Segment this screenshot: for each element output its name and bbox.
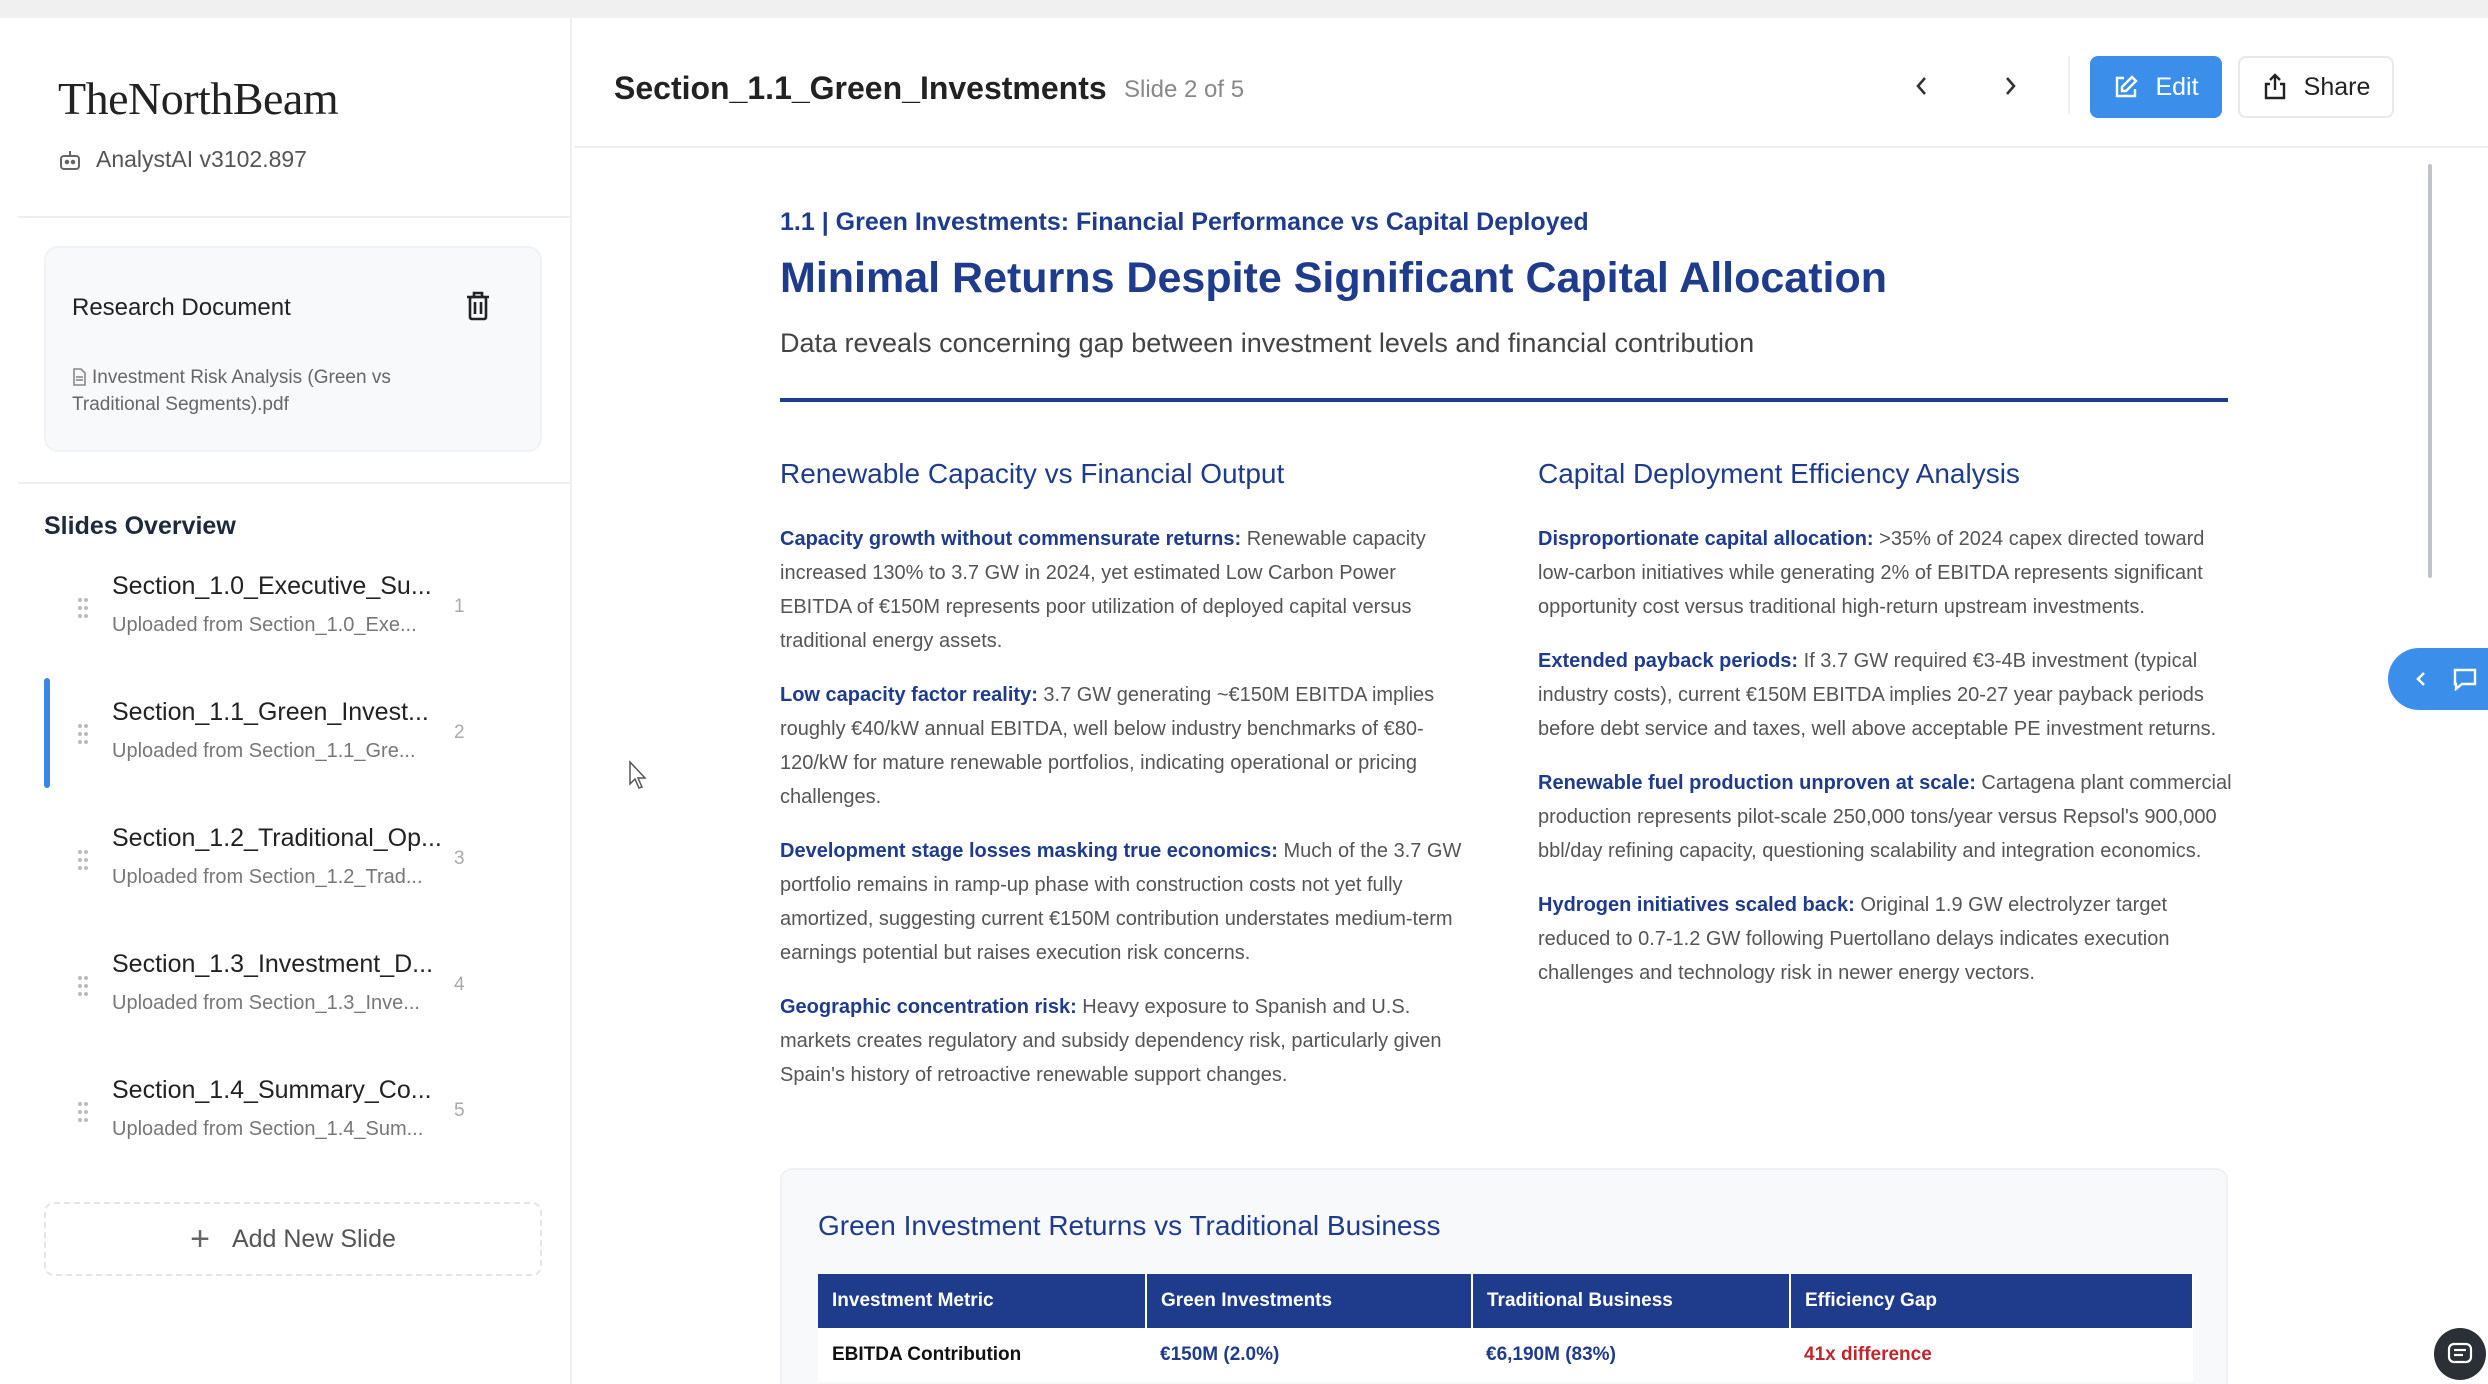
point-lead: Renewable fuel production unproven at scale: (1538, 772, 1976, 794)
slide-list-item[interactable] (44, 1056, 542, 1166)
chevron-left-icon (2414, 670, 2428, 688)
file-icon (72, 368, 86, 386)
analysis-point (1538, 766, 2238, 868)
slide-subheading: Data reveals concerning gap between investment levels and financial contribution (780, 328, 1755, 358)
add-new-slide-label: Add New Slide (231, 1224, 396, 1253)
research-document-title: Research Document (72, 294, 291, 321)
point-lead: Disproportionate capital allocation: (1538, 528, 1874, 550)
slide-preview (574, 150, 2434, 1384)
slide-heading: Minimal Returns Despite Significant Capital Allocation (780, 254, 1887, 302)
analysis-point (780, 834, 1470, 970)
chat-icon (2445, 1339, 2475, 1369)
research-document-card (44, 246, 542, 452)
table-title: Green Investment Returns vs Traditional Business (818, 1210, 1441, 1241)
share-label: Share (2303, 72, 2371, 101)
column-heading: Renewable Capacity vs Financial Output (780, 458, 1285, 489)
share-icon (2262, 73, 2288, 101)
slide-list-item[interactable] (44, 930, 542, 1040)
analysis-point (780, 990, 1470, 1092)
chevron-left-icon (1912, 75, 1932, 97)
capital-efficiency-column (1538, 458, 2238, 1010)
column-header: Traditional Business (1472, 1274, 1790, 1328)
slide-subtitle: Uploaded from Section_1.3_Inve... (112, 992, 420, 1014)
column-header: Green Investments (1146, 1274, 1472, 1328)
point-text: Heavy exposure to Spanish and U.S. markets creates regulatory and subsidy dependency risk, particularly given Spain's history of retroactive renewable support changes. (780, 996, 1442, 1086)
brand-logo: TheNorthBeam (58, 73, 339, 124)
robot-icon (58, 149, 82, 171)
slides-overview-heading: Slides Overview (44, 512, 236, 540)
document-file[interactable] (72, 364, 462, 418)
slide-subtitle: Uploaded from Section_1.4_Sum... (112, 1118, 424, 1140)
slide-subtitle: Uploaded from Section_1.2_Trad... (112, 866, 423, 888)
comment-icon (2452, 667, 2478, 691)
divider (18, 216, 570, 218)
plus-icon: + (190, 1220, 210, 1258)
slide-number: 2 (454, 722, 465, 743)
document-filename: Investment Risk Analysis (Green vs Traditional Segments).pdf (72, 367, 391, 415)
slide-number: 3 (454, 848, 465, 869)
capacity-vs-output-column (780, 458, 1470, 1112)
slide-kicker: 1.1 | Green Investments: Financial Performance vs Capital Deployed (780, 208, 1589, 236)
slide-title: Section_1.2_Traditional_Op... (112, 824, 442, 852)
analysis-point (1538, 522, 2238, 624)
slide-header (574, 18, 2488, 148)
point-text: Cartagena plant commercial production represents pilot-scale 250,000 tons/year versus Repsol's 900,000 bbl/day refining capacity, questioning scalability and integration economics. (1538, 772, 2232, 862)
column-header: Efficiency Gap (1790, 1274, 2193, 1328)
slide-subtitle: Uploaded from Section_1.0_Exe... (112, 614, 417, 636)
slide-file-title: Section_1.1_Green_Investments (614, 70, 1107, 106)
point-text: Renewable capacity increased 130% to 3.7 GW in 2024, yet estimated Low Carbon Power EBITDA of €150M represents poor utilization of deployed capital versus traditional energy assets. (780, 528, 1426, 652)
table-cell: €6,190M (83%) (1472, 1328, 1790, 1382)
heading-rule (780, 398, 2228, 402)
point-lead: Capacity growth without commensurate returns: (780, 528, 1242, 550)
point-text: 3.7 GW generating ~€150M EBITDA implies roughly €40/kW annual EBITDA, well below industry benchmarks of €80-120/kW for mature renewable portfolios, indicating operational or pricing challenges. (780, 684, 1435, 808)
analysis-point (780, 678, 1470, 814)
point-text: Much of the 3.7 GW portfolio remains in ramp-up phase with construction costs not yet fully amortized, suggesting current €150M contribution understates medium-term earnings potential but raises execution risk concerns. (780, 840, 1462, 964)
slide-subtitle: Uploaded from Section_1.1_Gre... (112, 740, 416, 762)
app-version (58, 146, 307, 173)
divider (18, 482, 570, 484)
previous-slide-button[interactable] (1900, 64, 1944, 108)
version-label: AnalystAI v3102.897 (96, 146, 307, 172)
assistant-float-button[interactable] (2434, 1328, 2486, 1380)
point-text: Original 1.9 GW electrolyzer target reduced to 0.7-1.2 GW following Puertollano delays indicates execution challenges and technology risk in newer energy vectors. (1538, 894, 2170, 984)
edit-label: Edit (2155, 72, 2199, 101)
chevron-right-icon (2000, 75, 2020, 97)
slide-indicator: Slide 2 of 5 (1124, 76, 1245, 103)
point-text: >35% of 2024 capex directed toward low-carbon initiatives while generating 2% of EBITDA represents significant opportunity cost versus traditional high-return upstream investments. (1538, 528, 2205, 618)
table-cell: EBITDA Contribution (818, 1328, 1146, 1382)
point-lead: Development stage losses masking true economics: (780, 840, 1278, 862)
point-lead: Extended payback periods: (1538, 650, 1799, 672)
comments-panel-toggle[interactable] (2388, 648, 2488, 710)
header-separator (2068, 56, 2070, 114)
drag-handle-icon[interactable] (76, 722, 90, 746)
column-heading: Capital Deployment Efficiency Analysis (1538, 458, 2020, 489)
mouse-cursor-icon (628, 760, 648, 790)
slide-list-item[interactable] (44, 552, 542, 662)
slide-number: 1 (454, 596, 465, 617)
point-lead: Low capacity factor reality: (780, 684, 1038, 706)
table-row (818, 1328, 2193, 1382)
edit-icon (2113, 74, 2139, 100)
point-lead: Geographic concentration risk: (780, 996, 1077, 1018)
add-new-slide-button[interactable] (44, 1202, 542, 1276)
scrollbar[interactable] (2428, 164, 2432, 578)
next-slide-button[interactable] (1988, 64, 2032, 108)
slide-list-item-active[interactable] (44, 678, 542, 788)
sidebar (0, 18, 572, 1384)
slide-number: 5 (454, 1100, 465, 1121)
returns-table (818, 1274, 2194, 1382)
slide-title: Section_1.0_Executive_Su... (112, 572, 432, 600)
table-cell: 41x difference (1790, 1328, 2193, 1382)
edit-button[interactable] (2090, 56, 2222, 118)
drag-handle-icon[interactable] (76, 1100, 90, 1124)
point-text: If 3.7 GW required €3-4B investment (typical industry costs), current €150M EBITDA implies 20-27 year payback periods before debt service and taxes, well above acceptable PE investment returns. (1538, 650, 2217, 740)
slide-title: Section_1.1_Green_Invest... (112, 698, 429, 726)
slide-title: Section_1.4_Summary_Co... (112, 1076, 432, 1104)
table-cell: €150M (2.0%) (1146, 1328, 1472, 1382)
column-header: Investment Metric (818, 1274, 1146, 1328)
slide-number: 4 (454, 974, 465, 995)
window-top-strip (0, 0, 2488, 18)
slide-list-item[interactable] (44, 804, 542, 914)
drag-handle-icon[interactable] (76, 596, 90, 620)
point-lead: Hydrogen initiatives scaled back: (1538, 894, 1855, 916)
drag-handle-icon[interactable] (76, 974, 90, 998)
trash-icon[interactable] (464, 290, 492, 322)
analysis-point (1538, 888, 2238, 990)
returns-table-card (780, 1168, 2228, 1384)
share-button[interactable] (2238, 56, 2394, 118)
drag-handle-icon[interactable] (76, 848, 90, 872)
analysis-point (780, 522, 1470, 658)
table-header-row (818, 1274, 2193, 1328)
slide-title: Section_1.3_Investment_D... (112, 950, 434, 978)
analysis-point (1538, 644, 2238, 746)
